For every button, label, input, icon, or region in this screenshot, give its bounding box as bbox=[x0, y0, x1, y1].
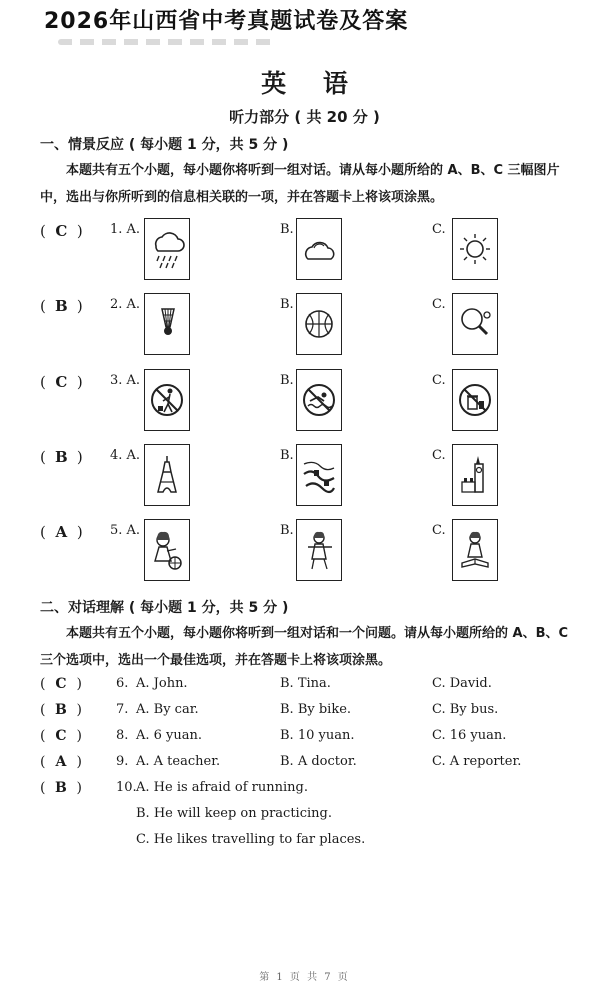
sun-icon bbox=[456, 226, 494, 272]
answer-letter: A bbox=[55, 754, 68, 770]
answer-letter: B bbox=[55, 780, 68, 796]
option-a: A. 6 yuan. bbox=[136, 728, 203, 743]
ping-pong-icon bbox=[456, 301, 494, 347]
question-number: 9. bbox=[116, 754, 129, 769]
question-number: 2. A. bbox=[110, 297, 141, 312]
great-wall-icon bbox=[300, 452, 338, 498]
answer-letter: C bbox=[55, 222, 69, 240]
faded-subtitle-smudge bbox=[58, 39, 273, 45]
dialogue-question-row bbox=[40, 676, 580, 698]
question-10-option-b-row bbox=[40, 806, 580, 828]
option-b-label: B. bbox=[280, 222, 294, 237]
section1-heading: 一、情景反应 ( 每小题 1 分，共 5 分 ) bbox=[40, 137, 289, 153]
big-ben-icon bbox=[456, 452, 494, 498]
picture-question-row bbox=[40, 293, 580, 359]
answer-bracket: ( C ) bbox=[40, 676, 83, 692]
answer-letter: B bbox=[55, 448, 69, 466]
answer-bracket: ( C ) bbox=[40, 373, 84, 391]
option-a-image bbox=[144, 293, 190, 355]
question-number: 7. bbox=[116, 702, 129, 717]
dialogue-question-row bbox=[40, 728, 580, 750]
option-c-label: C. bbox=[432, 297, 446, 312]
option-c-label: C. bbox=[432, 373, 446, 388]
section2-heading: 二、对话理解 ( 每小题 1 分，共 5 分 ) bbox=[40, 600, 289, 616]
answer-letter: C bbox=[55, 373, 69, 391]
option-b: B. He will keep on practicing. bbox=[136, 806, 332, 821]
option-a-image bbox=[144, 218, 190, 280]
answer-bracket: ( B ) bbox=[40, 448, 84, 466]
dialogue-question-row bbox=[40, 702, 580, 724]
option-c-label: C. bbox=[432, 523, 446, 538]
no-trash-icon bbox=[456, 377, 494, 423]
question-number: 1. A. bbox=[110, 222, 141, 237]
question-number: 6. bbox=[116, 676, 129, 691]
answer-letter: B bbox=[55, 297, 69, 315]
answer-bracket: ( A ) bbox=[40, 754, 83, 770]
question-number: 8. bbox=[116, 728, 129, 743]
answer-letter: C bbox=[55, 676, 68, 692]
option-a: A. John. bbox=[136, 676, 188, 691]
option-b-image bbox=[296, 519, 342, 581]
basketball-icon bbox=[300, 301, 338, 347]
option-c-image bbox=[452, 519, 498, 581]
page-footer: 第 1 页 共 7 页 bbox=[259, 972, 350, 983]
listening-part-title: 听力部分 ( 共 20 分 ) bbox=[229, 108, 380, 126]
option-c: C. He likes travelling to far places. bbox=[136, 832, 366, 847]
no-swimming-icon bbox=[300, 377, 338, 423]
option-b: B. A doctor. bbox=[280, 754, 357, 769]
rain-cloud-icon bbox=[148, 226, 186, 272]
answer-bracket: ( A ) bbox=[40, 523, 84, 541]
option-b-image bbox=[296, 293, 342, 355]
answer-letter: B bbox=[55, 702, 68, 718]
option-b-label: B. bbox=[280, 373, 294, 388]
option-c: C. By bus. bbox=[432, 702, 499, 717]
picture-question-row bbox=[40, 218, 580, 284]
question-number: 5. A. bbox=[110, 523, 141, 538]
picture-question-row bbox=[40, 519, 580, 585]
answer-bracket: ( B ) bbox=[40, 780, 83, 796]
girl-ball-icon bbox=[148, 527, 186, 573]
section1-instructions: 本题共有五个小题，每小题你将听到一组对话。请从每小题所给的 A、B、C 三幅图片中，选出与你所听到的信息相关联的一项，并在答题卡上将该项涂黑。 bbox=[40, 163, 560, 205]
option-c-label: C. bbox=[432, 222, 446, 237]
cloud-icon bbox=[300, 226, 338, 272]
option-b: B. By bike. bbox=[280, 702, 352, 717]
option-a: A. By car. bbox=[136, 702, 199, 717]
picture-question-row bbox=[40, 369, 580, 435]
answer-bracket: ( C ) bbox=[40, 222, 84, 240]
option-b-image bbox=[296, 218, 342, 280]
no-littering-icon bbox=[148, 377, 186, 423]
question-10-row bbox=[40, 780, 580, 802]
question-10-option-c-row bbox=[40, 832, 580, 854]
option-c-image bbox=[452, 218, 498, 280]
answer-bracket: ( B ) bbox=[40, 702, 83, 718]
badminton-icon bbox=[148, 301, 186, 347]
option-b: B. 10 yuan. bbox=[280, 728, 355, 743]
option-b-label: B. bbox=[280, 448, 294, 463]
eiffel-tower-icon bbox=[148, 452, 186, 498]
option-a: A. He is afraid of running. bbox=[136, 780, 309, 795]
option-a: A. A teacher. bbox=[136, 754, 221, 769]
option-a-image bbox=[144, 444, 190, 506]
answer-bracket: ( C ) bbox=[40, 728, 83, 744]
answer-letter: C bbox=[55, 728, 68, 744]
option-a-image bbox=[144, 369, 190, 431]
option-c-image bbox=[452, 369, 498, 431]
question-number: 3. A. bbox=[110, 373, 141, 388]
option-c: C. A reporter. bbox=[432, 754, 522, 769]
option-c-image bbox=[452, 293, 498, 355]
option-c-label: C. bbox=[432, 448, 446, 463]
answer-bracket: ( B ) bbox=[40, 297, 84, 315]
option-c-image bbox=[452, 444, 498, 506]
question-number: 10. bbox=[116, 780, 137, 795]
option-c: C. David. bbox=[432, 676, 492, 691]
answer-letter: A bbox=[55, 523, 69, 541]
option-b-image bbox=[296, 444, 342, 506]
question-number: 4. A. bbox=[110, 448, 141, 463]
option-b: B. Tina. bbox=[280, 676, 331, 691]
subject-title: 英 语 bbox=[261, 69, 362, 98]
girl-paint-icon bbox=[300, 527, 338, 573]
section2-instructions: 本题共有五个小题，每小题你将听到一组对话和一个问题。请从每小题所给的 A、B、C 三个选项中，选出一个最佳选项，并在答题卡上将该项涂黑。 bbox=[40, 626, 569, 668]
document-title: 2026年山西省中考真题试卷及答案 bbox=[44, 9, 409, 34]
option-b-label: B. bbox=[280, 523, 294, 538]
option-b-image bbox=[296, 369, 342, 431]
dialogue-question-row bbox=[40, 754, 580, 776]
option-b-label: B. bbox=[280, 297, 294, 312]
option-a-image bbox=[144, 519, 190, 581]
girl-read-icon bbox=[456, 527, 494, 573]
picture-question-row bbox=[40, 444, 580, 510]
option-c: C. 16 yuan. bbox=[432, 728, 507, 743]
